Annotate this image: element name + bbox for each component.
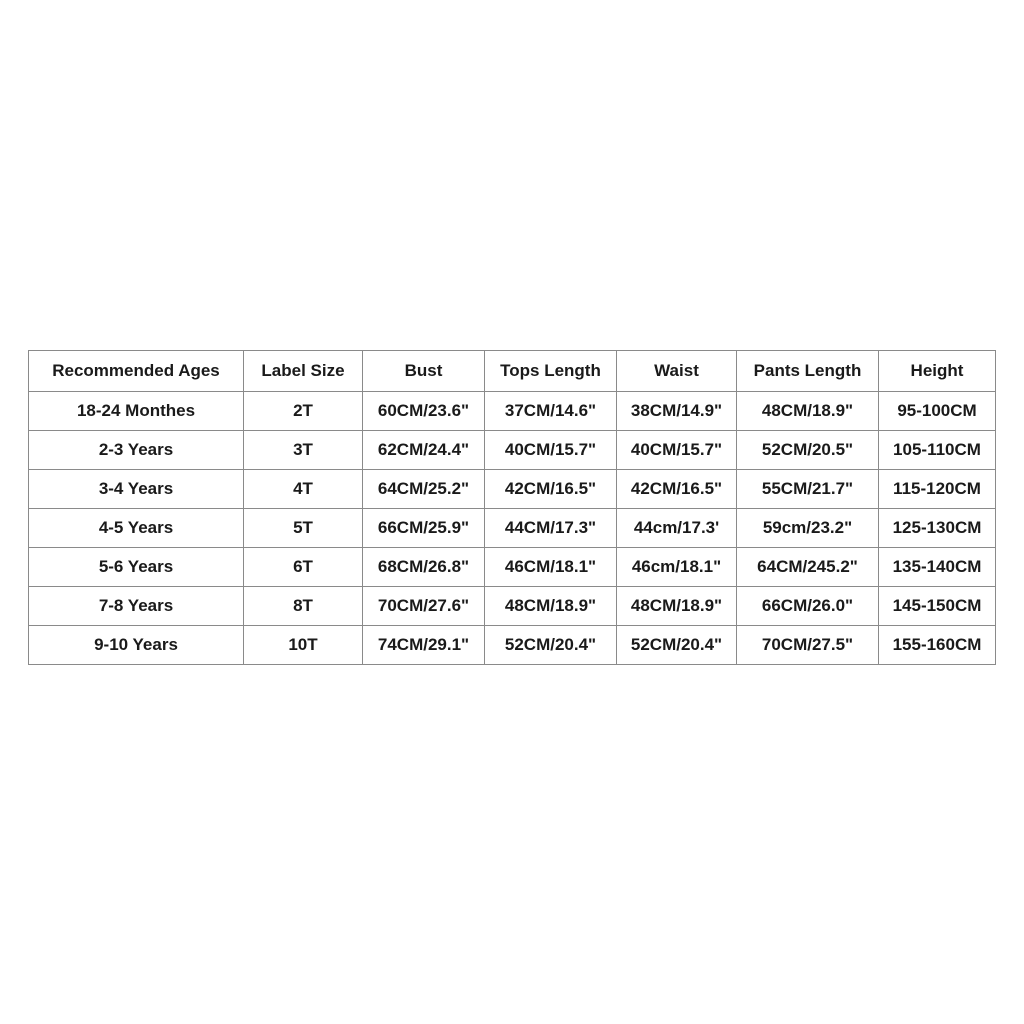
cell-recommended-ages: 9-10 Years [29,626,244,665]
cell-recommended-ages: 2-3 Years [29,431,244,470]
cell-tops-length: 40CM/15.7" [485,431,617,470]
cell-bust: 60CM/23.6" [363,392,485,431]
cell-tops-length: 52CM/20.4" [485,626,617,665]
cell-bust: 68CM/26.8" [363,548,485,587]
header-bust: Bust [363,351,485,392]
cell-recommended-ages: 18-24 Monthes [29,392,244,431]
cell-pants-length: 64CM/245.2" [737,548,879,587]
table-row [29,509,996,548]
cell-pants-length: 70CM/27.5" [737,626,879,665]
cell-tops-length: 42CM/16.5" [485,470,617,509]
cell-tops-length: 48CM/18.9" [485,587,617,626]
cell-height: 125-130CM [879,509,996,548]
cell-height: 135-140CM [879,548,996,587]
cell-label-size: 6T [244,548,363,587]
table-row [29,470,996,509]
header-pants-length: Pants Length [737,351,879,392]
cell-label-size: 3T [244,431,363,470]
cell-waist: 52CM/20.4" [617,626,737,665]
cell-label-size: 2T [244,392,363,431]
cell-recommended-ages: 3-4 Years [29,470,244,509]
cell-waist: 42CM/16.5" [617,470,737,509]
cell-pants-length: 66CM/26.0" [737,587,879,626]
cell-height: 95-100CM [879,392,996,431]
header-label-size: Label Size [244,351,363,392]
cell-bust: 62CM/24.4" [363,431,485,470]
table-row [29,392,996,431]
cell-height: 155-160CM [879,626,996,665]
cell-waist: 40CM/15.7" [617,431,737,470]
table-row [29,548,996,587]
cell-pants-length: 52CM/20.5" [737,431,879,470]
cell-bust: 64CM/25.2" [363,470,485,509]
table-row [29,587,996,626]
header-waist: Waist [617,351,737,392]
cell-height: 145-150CM [879,587,996,626]
table-row [29,626,996,665]
cell-recommended-ages: 4-5 Years [29,509,244,548]
cell-waist: 46cm/18.1" [617,548,737,587]
header-recommended-ages: Recommended Ages [29,351,244,392]
header-row [29,351,996,392]
cell-waist: 38CM/14.9" [617,392,737,431]
header-tops-length: Tops Length [485,351,617,392]
cell-label-size: 5T [244,509,363,548]
cell-bust: 66CM/25.9" [363,509,485,548]
cell-waist: 48CM/18.9" [617,587,737,626]
cell-waist: 44cm/17.3' [617,509,737,548]
cell-pants-length: 48CM/18.9" [737,392,879,431]
cell-bust: 70CM/27.6" [363,587,485,626]
cell-label-size: 4T [244,470,363,509]
cell-label-size: 10T [244,626,363,665]
table-row [29,431,996,470]
size-chart-table [28,350,996,665]
cell-pants-length: 55CM/21.7" [737,470,879,509]
cell-pants-length: 59cm/23.2" [737,509,879,548]
cell-recommended-ages: 5-6 Years [29,548,244,587]
cell-tops-length: 37CM/14.6" [485,392,617,431]
cell-tops-length: 44CM/17.3" [485,509,617,548]
cell-tops-length: 46CM/18.1" [485,548,617,587]
cell-recommended-ages: 7-8 Years [29,587,244,626]
cell-height: 115-120CM [879,470,996,509]
cell-label-size: 8T [244,587,363,626]
cell-bust: 74CM/29.1" [363,626,485,665]
header-height: Height [879,351,996,392]
cell-height: 105-110CM [879,431,996,470]
